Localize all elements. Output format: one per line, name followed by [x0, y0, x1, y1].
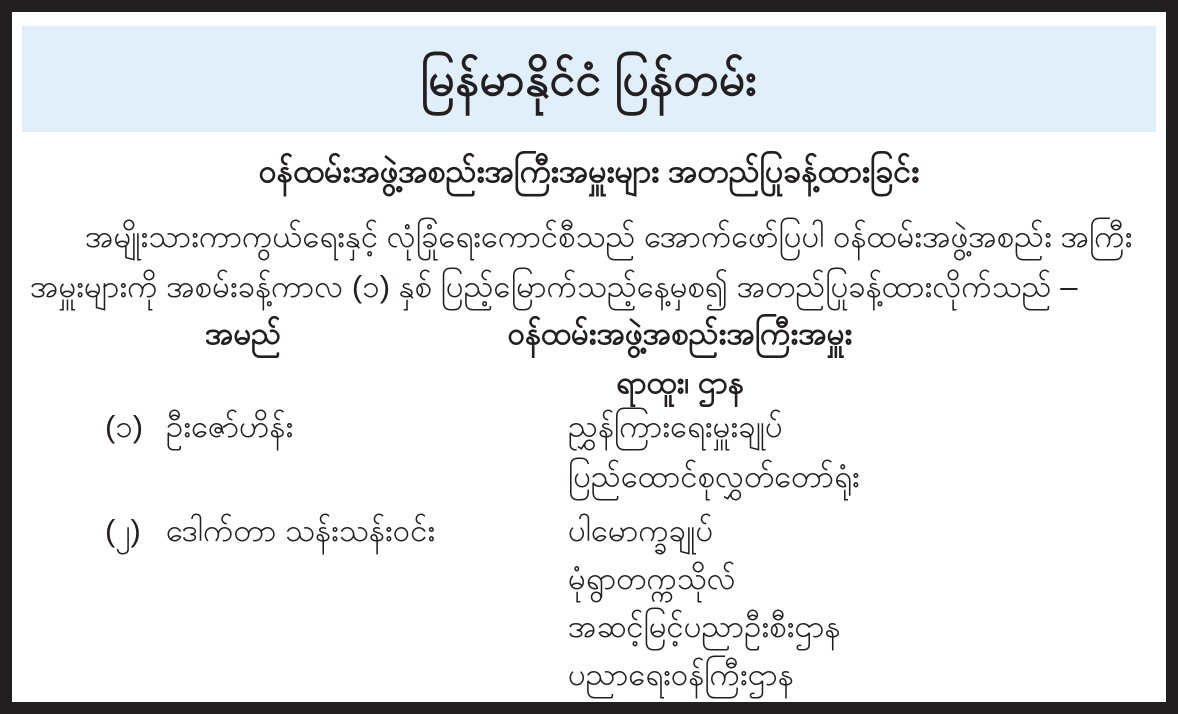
- header-band: [22, 26, 1156, 132]
- document-subtitle: ဝန်ထမ်းအဖွဲ့အစည်းအကြီးအမှူးများ အတည်ပြုခန့်ထားခြင်း: [258, 153, 920, 189]
- column-header-organization-head: ဝန်ထမ်းအဖွဲ့အစည်းအကြီးအမှူး: [507, 316, 853, 351]
- entry-1-number: (၁): [105, 409, 144, 444]
- entry-2-name: ဒေါက်တာ သန်းသန်းဝင်း: [166, 513, 436, 548]
- column-header-name: အမည်: [205, 316, 282, 351]
- entry-1-position-line-2: ပြည်ထောင်စုလွှတ်တော်ရုံး: [568, 459, 860, 494]
- entry-2-position-line-3: အဆင့်မြင့်ပညာဦးစီးဌာန: [568, 609, 841, 644]
- entry-2-position-line-2: မုံရွာတက္ကသိုလ်: [568, 561, 736, 596]
- entry-2-number: (၂): [105, 513, 141, 548]
- entry-1-position-line-1: ညွှန်ကြားရေးမှူးချုပ်: [568, 409, 783, 444]
- entry-1-name: ဦးဇော်ဟိန်း: [166, 409, 294, 444]
- page-title: မြန်မာနိုင်ငံ ပြန်တမ်း: [420, 53, 758, 105]
- entry-2-position-line-1: ပါမောက္ခချုပ်: [568, 513, 714, 548]
- body-paragraph-line-2: အမှူးများကို အစမ်းခန့်ကာလ (၁) နှစ် ပြည့်မြောက်သည့်နေ့မှစ၍ အတည်ပြုခန့်ထားလိုက်သည် –: [30, 269, 1078, 304]
- body-paragraph-line-1: အမျိုးသားကာကွယ်ရေးနှင့် လုံခြုံရေးကောင်စီသည် အောက်ဖော်ပြပါ ဝန်ထမ်းအဖွဲ့အစည်း အကြီး: [85, 219, 1133, 254]
- entry-2-position-line-4: ပညာရေးဝန်ကြီးဌာန: [568, 657, 794, 692]
- column-subheader-position-department: ရာထူး၊ ဌာန: [616, 365, 744, 400]
